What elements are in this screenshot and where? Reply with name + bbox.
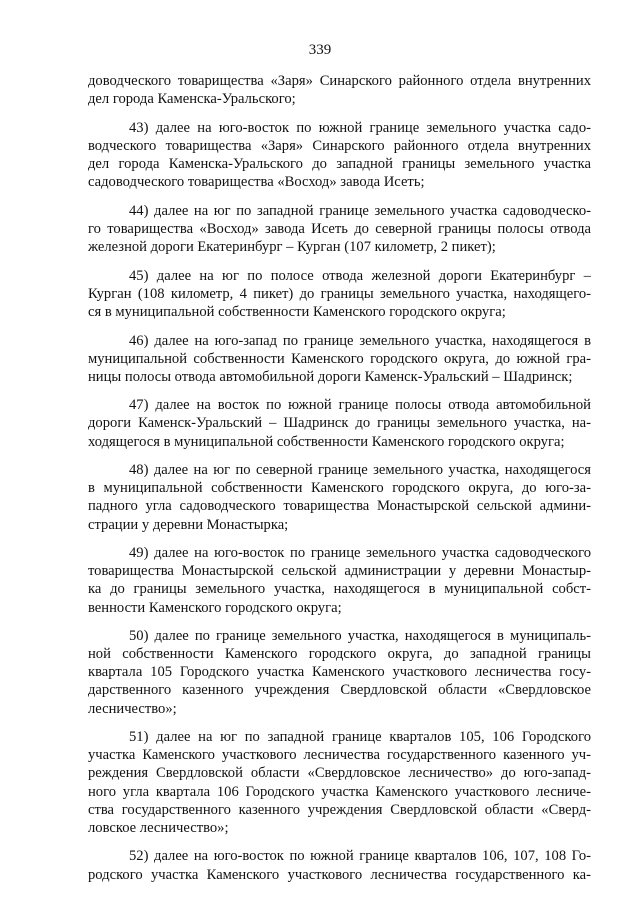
- text-line: дел города Каменска-Уральского до западной границы земельного участка: [88, 155, 591, 172]
- text-line: ся в муниципальной собственности Каменского городского округа;: [88, 303, 506, 320]
- page-number: 339: [308, 42, 332, 58]
- text-line: в муниципальной собственности Каменского городского округа, до юго-за-: [88, 480, 591, 497]
- paragraph: [88, 544, 591, 616]
- text-line: 47) далее на восток по южной границе полосы отвода автомобильной: [129, 397, 591, 414]
- text-line: 45) далее на юг по полосе отвода железной дороги Екатеринбург –: [129, 267, 591, 284]
- text-line: 49) далее на юго-восток по границе земельного участка садоводческого: [129, 545, 591, 562]
- text-line: ходящегося в муниципальной собственности Каменского городского округа;: [88, 433, 565, 450]
- paragraph: [88, 728, 591, 837]
- text-line: ства государственного казенного учреждения Свердловской области «Сверд-: [88, 801, 591, 818]
- text-line: ловское лесничество»;: [88, 819, 229, 836]
- paragraph: [88, 627, 591, 717]
- text-line: 52) далее на юго-восток по южной границе кварталов 106, 107, 108 Го-: [129, 848, 591, 865]
- text-line: водческого товарищества «Заря» Синарского районного отдела внутренних: [88, 137, 591, 154]
- text-line: родского участка Каменского участкового лесничества государственного ка-: [88, 866, 591, 883]
- paragraph: [88, 332, 591, 386]
- paragraph: [88, 847, 591, 883]
- text-line: 46) далее на юго-запад по границе земельного участка, находящегося в: [129, 332, 591, 349]
- text-line: 48) далее на юг по северной границе земельного участка, находящегося: [129, 462, 591, 479]
- text-line: участка Каменского участкового лесничества государственного казенного уч-: [88, 747, 591, 764]
- paragraph: [88, 461, 591, 533]
- text-line: ной собственности Каменского городского округа, до западной границы: [88, 646, 591, 663]
- text-line: Курган (108 километр, 4 пикет) до границы земельного участка, находящего-: [88, 285, 591, 302]
- text-line: доводческого товарищества «Заря» Синарского районного отдела внутренних: [88, 73, 591, 89]
- text-line: дороги Каменск-Уральский – Шадринск до границы земельного участка, на-: [88, 415, 591, 432]
- text-line: 51) далее на юг по западной границе кварталов 105, 106 Городского: [129, 729, 591, 746]
- document-body: [88, 72, 591, 894]
- text-line: квартала 105 Городского участка Каменского участкового лесничества госу-: [88, 664, 591, 681]
- text-line: лесничество»;: [88, 700, 177, 717]
- paragraph: [88, 119, 591, 191]
- text-line: дарственного казенного учреждения Свердловской области «Свердловское: [88, 682, 591, 699]
- text-line: товарищества Монастырской сельской администрации у деревни Монастыр-: [88, 563, 591, 580]
- text-line: муниципальной собственности Каменского городского округа, до южной гра-: [88, 350, 591, 367]
- paragraph: [88, 396, 591, 450]
- text-line: ного угла квартала 106 Городского участка Каменского участкового лесниче-: [88, 783, 591, 800]
- text-line: го товарищества «Восход» завода Исеть до северной границы полосы отвода: [88, 220, 591, 237]
- text-line: дел города Каменска-Уральского;: [88, 91, 296, 108]
- text-line: 44) далее на юг по западной границе земельного участка садоводческо-: [129, 202, 591, 219]
- text-line: венности Каменского городского округа;: [88, 599, 342, 616]
- text-line: ницы полосы отвода автомобильной дороги Каменск-Уральский – Шадринск;: [88, 368, 573, 385]
- paragraph: [88, 202, 591, 256]
- text-line: 43) далее на юго-восток по южной границе земельного участка садо-: [129, 119, 591, 136]
- text-line: реждения Свердловской области «Свердловское лесничество» до юго-запад-: [88, 765, 591, 782]
- text-line: страции у деревни Монастырка;: [88, 516, 289, 533]
- paragraph: [88, 72, 591, 108]
- text-line: ка до границы земельного участка, находящегося в муниципальной собст-: [88, 581, 591, 598]
- text-line: железной дороги Екатеринбург – Курган (107 километр, 2 пикет);: [88, 238, 496, 255]
- text-line: садоводческого товарищества «Восход» завода Исеть;: [88, 174, 425, 191]
- paragraph: [88, 267, 591, 321]
- text-line: 50) далее по границе земельного участка, находящегося в муниципаль-: [129, 628, 591, 645]
- text-line: падного угла садоводческого товарищества Монастырской сельской админи-: [88, 498, 591, 515]
